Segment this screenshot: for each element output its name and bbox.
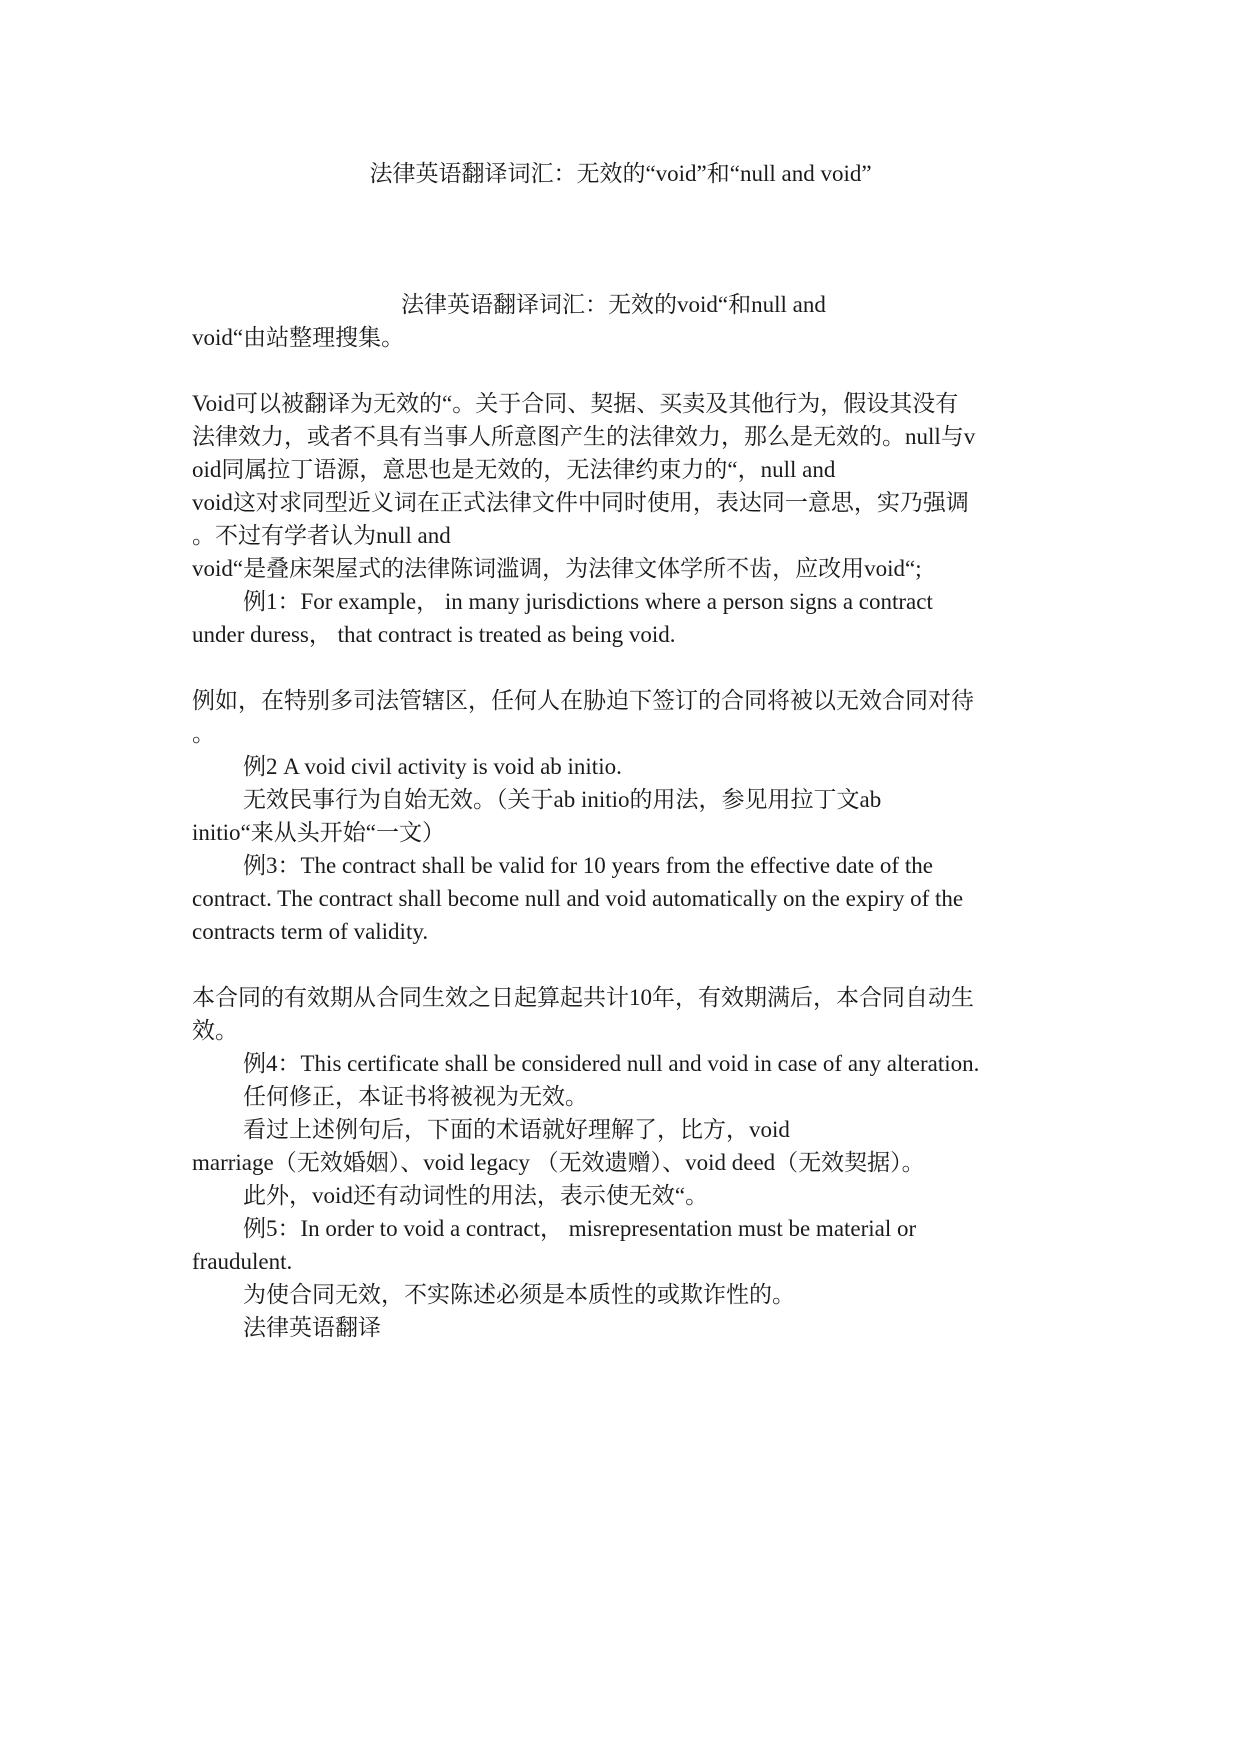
example-line: contract. The contract shall become null and void automatically on the expiry of the	[192, 886, 964, 911]
translation-line: 无效民事行为自始无效。（关于ab initio的用法，参见用拉丁文ab	[243, 787, 882, 812]
example-line: 例4：This certificate shall be considered null and void in case of any alteration.	[243, 1051, 980, 1076]
intro-line: 法律英语翻译词汇：无效的void“和null and	[401, 292, 826, 317]
document-body	[192, 288, 1052, 1344]
example-line: 例1：For example， in many jurisdictions where a person signs a contract	[243, 589, 933, 614]
translation-line: 例如，在特别多司法管辖区，任何人在胁迫下签订的合同将被以无效合同对待	[192, 688, 974, 713]
intro-line: void“由站整理搜集。	[192, 325, 405, 350]
translation-line: 效。	[192, 1018, 238, 1043]
translation-line: 为使合同无效，不实陈述必须是本质性的或欺诈性的。	[243, 1282, 795, 1307]
translation-line: initio“来从头开始“一文）	[192, 820, 445, 845]
example-line: 例5：In order to void a contract， misrepresentation must be material or	[243, 1216, 917, 1241]
paragraph-gap	[192, 354, 1052, 387]
paragraph-line: 。不过有学者认为null and	[192, 523, 451, 548]
paragraph-line: oid同属拉丁语源，意思也是无效的，无法律约束力的“，null and	[192, 457, 836, 482]
paragraph-line: void这对求同型近义词在正式法律文件中同时使用，表达同一意思，实乃强调	[192, 490, 969, 515]
paragraph-line: marriage（无效婚姻）、void legacy （无效遗赠）、void deed（无效契据）。	[192, 1150, 925, 1175]
paragraph-line: 看过上述例句后，下面的术语就好理解了，比方，void	[243, 1117, 790, 1142]
paragraph-line: 法律效力，或者不具有当事人所意图产生的法律效力，那么是无效的。null与v	[192, 424, 976, 449]
paragraph-line: void“是叠床架屋式的法律陈词滥调，为法律文体学所不齿，应改用void“;	[192, 556, 922, 581]
example-line: under duress， that contract is treated as being void.	[192, 622, 676, 647]
closing-line: 法律英语翻译	[243, 1315, 381, 1340]
document-title: 法律英语翻译词汇：无效的“void”和“null and void”	[369, 161, 872, 186]
paragraph-gap	[192, 651, 1052, 684]
translation-line: 任何修正，本证书将被视为无效。	[243, 1084, 588, 1109]
translation-line: 本合同的有效期从合同生效之日起算起共计10年，有效期满后，本合同自动生	[192, 985, 974, 1010]
example-line: 例2 A void civil activity is void ab initio.	[243, 754, 622, 779]
example-line: contracts term of validity.	[192, 919, 429, 944]
example-line: fraudulent.	[192, 1249, 293, 1274]
paragraph-line: Void可以被翻译为无效的“。关于合同、契据、买卖及其他行为，假设其没有	[192, 391, 959, 416]
example-line: 例3：The contract shall be valid for 10 years from the effective date of the	[243, 853, 933, 878]
paragraph-gap	[192, 948, 1052, 981]
translation-line: 。	[192, 721, 215, 746]
paragraph-line: 此外，void还有动词性的用法，表示使无效“。	[243, 1183, 709, 1208]
